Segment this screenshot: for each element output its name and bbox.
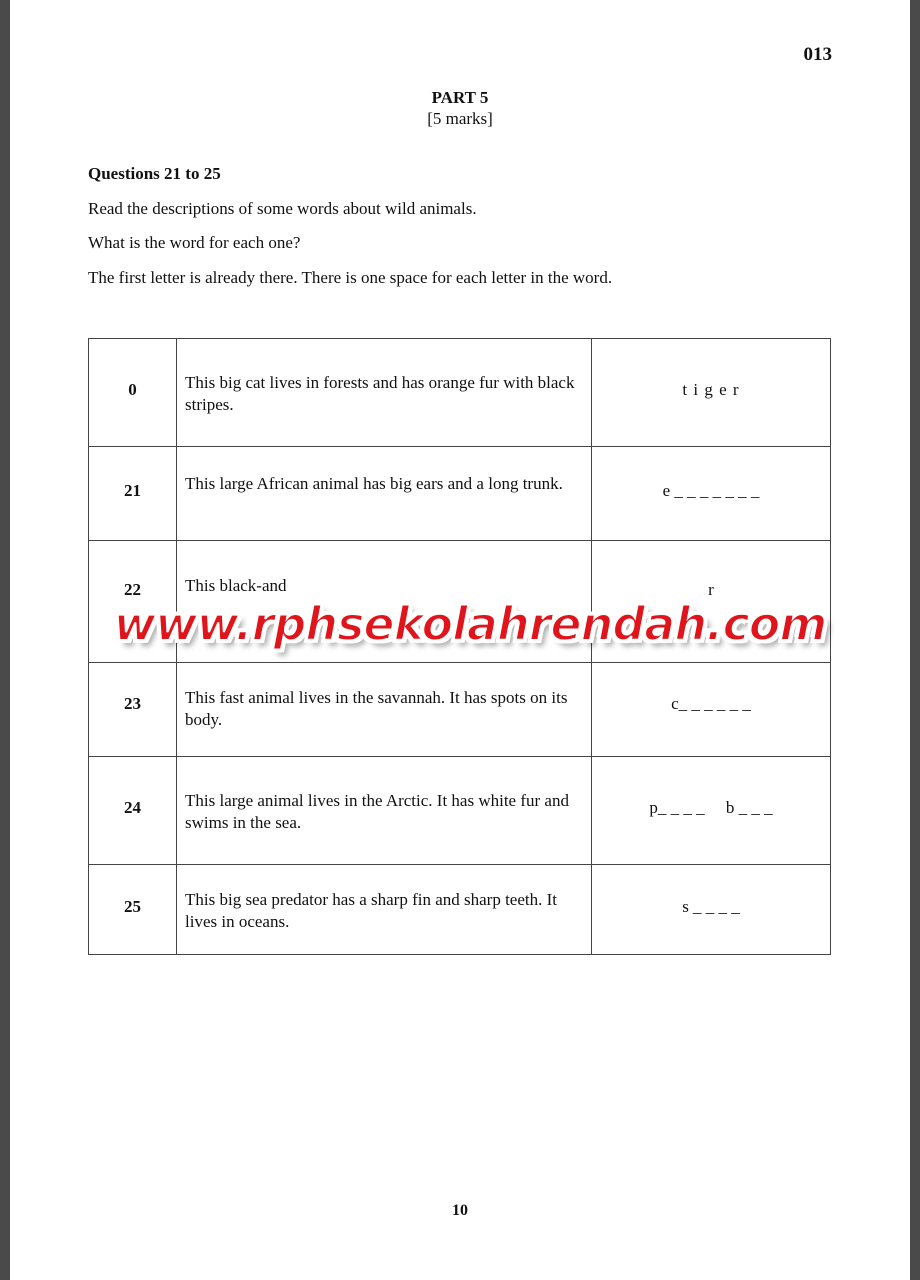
question-number: 23 (89, 663, 177, 757)
question-number: 25 (89, 865, 177, 955)
page-number: 10 (452, 1202, 468, 1219)
question-description: This large African animal has big ears and a long trunk. (177, 447, 592, 541)
table-row (89, 663, 831, 757)
marks-text: [5 marks] (427, 109, 493, 128)
watermark-text: www.rphsekolahrendah.com (113, 597, 827, 651)
question-number: 0 (89, 339, 177, 447)
instruction-2: What is the word for each one? (88, 233, 301, 252)
watermark (90, 588, 850, 660)
table-row (89, 447, 831, 541)
part-marks (10, 109, 910, 129)
question-description: This fast animal lives in the savannah. It has spots on its body. (177, 663, 592, 757)
table-row (89, 339, 831, 447)
question-number: 24 (89, 757, 177, 865)
question-number: 21 (89, 447, 177, 541)
answer-blank[interactable]: p_ _ _ _ b _ _ _ (592, 757, 831, 865)
paper-code: 013 (803, 44, 832, 65)
part-title: PART 5 (431, 88, 489, 107)
answer-blank[interactable]: c_ _ _ _ _ _ (592, 663, 831, 757)
answer-cell: t i g e r (592, 339, 831, 447)
answer-blank[interactable]: s _ _ _ _ (592, 865, 831, 955)
table-row (89, 865, 831, 955)
table-row (89, 757, 831, 865)
questions-heading: Questions 21 to 25 (88, 164, 221, 183)
question-description: This big sea predator has a sharp fin and sharp teeth. It lives in oceans. (177, 865, 592, 955)
answer-blank[interactable]: r (592, 541, 831, 663)
question-description: This big cat lives in forests and has orange fur with black stripes. (177, 339, 592, 447)
question-description: This black-and (177, 541, 592, 663)
question-number: 22 (89, 541, 177, 663)
exam-page (10, 0, 910, 1280)
question-description: This large animal lives in the Arctic. It has white fur and swims in the sea. (177, 757, 592, 865)
instruction-3: The first letter is already there. There is one space for each letter in the word. (88, 268, 613, 287)
answer-blank[interactable]: e _ _ _ _ _ _ _ (592, 447, 831, 541)
instruction-1: Read the descriptions of some words about wild animals. (88, 199, 477, 218)
